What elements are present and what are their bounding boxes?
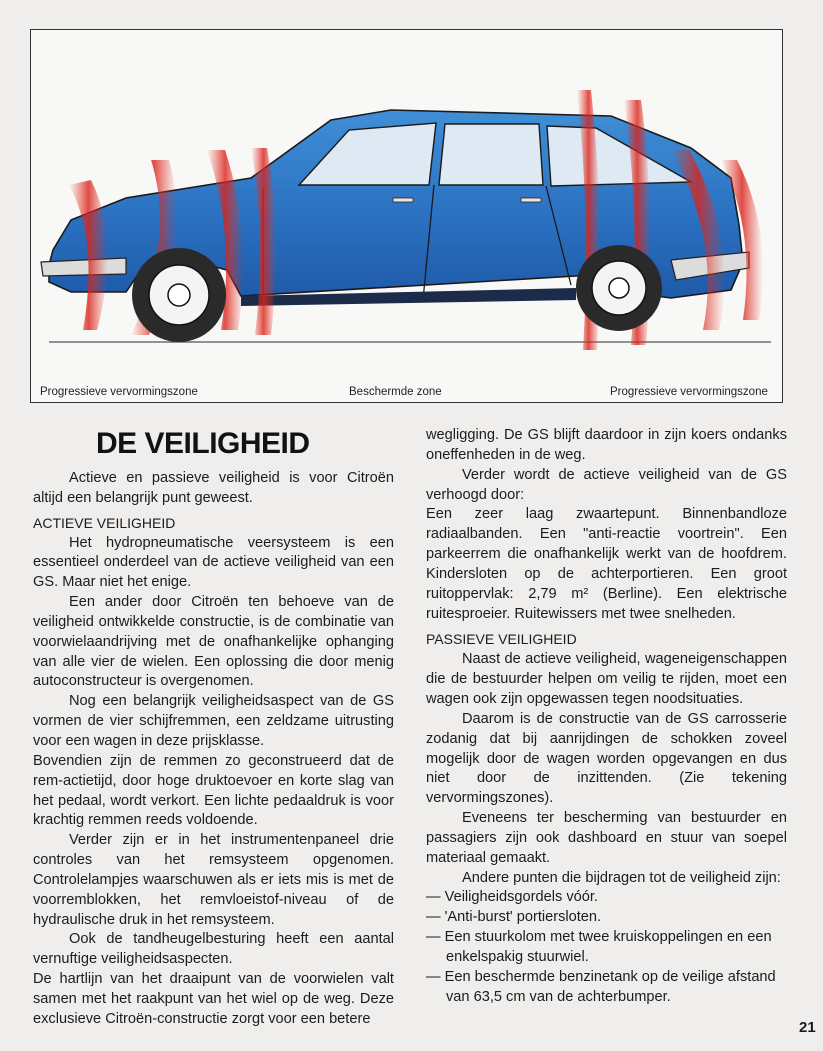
caption-rear-zone: Progressieve vervormingszone xyxy=(610,386,768,398)
paragraph: Andere punten die bijdragen tot de veiligheid zijn: xyxy=(462,869,781,886)
list-item: — Een beschermde benzinetank op de veilige afstand van 63,5 cm van de achterbumper. xyxy=(426,968,776,1005)
paragraph: Bovendien zijn de remmen zo geconstrueerd dat de rem-actietijd, door hoge druktoevoer en korte slag van het pedaal, wordt verkort. Een lichte pedaaldruk is voor krachtig remmen reeds voldoende. xyxy=(33,752,394,829)
left-column xyxy=(33,469,394,1030)
section-title-passive: PASSIEVE VEILIGHEID xyxy=(426,631,577,648)
caption-front-zone: Progressieve vervormingszone xyxy=(40,386,198,398)
caption-protected-zone: Beschermde zone xyxy=(349,386,442,398)
front-wheel xyxy=(132,248,226,342)
section-title-active: ACTIEVE VEILIGHEID xyxy=(33,514,176,531)
paragraph: Een zeer laag zwaartepunt. Binnenbandloze radiaalbanden. Een "anti-reactie voortrein". Een parkeerrem die onafhankelijk werkt van de hoofdrem. Kindersloten op de achterportieren. Een groot ruitoppervlak: 2,79 m² (Berline). Een elektrische ruitesproeier. Ruitewissers met twee snelheden. xyxy=(426,506,787,622)
paragraph: Daarom is de constructie van de GS carrosserie zodanig dat bij aanrijdingen de schokken zoveel mogelijk door de wagen worden opgevangen en dus niet door de inzittenden. (Zie tekening vervormingszones). xyxy=(426,710,787,807)
list-item: — 'Anti-burst' portiersloten. xyxy=(426,909,602,926)
paragraph: Eveneens ter bescherming van bestuurder en passagiers zijn ook dashboard en stuur van soepel materiaal gemaakt. xyxy=(426,810,787,866)
car-deformation-zones-drawing xyxy=(31,30,784,404)
list-item: — Veiligheidsgordels vóór. xyxy=(426,889,598,906)
paragraph: Een ander door Citroën ten behoeve van de veiligheid ontwikkelde constructie, is de combinatie van voorwielaandrijving met de onafhankelijke ophanging van alle vier de wielen. Een oplossing die door menig autoconstructeur is overgenomen. xyxy=(33,594,394,690)
rear-wheel xyxy=(576,245,662,331)
paragraph: De hartlijn van het draaipunt van de voorwielen valt samen met het raakpunt van het wiel op de weg. Deze exclusieve Citroën-constructie zorgt voor een betere xyxy=(33,971,394,1027)
paragraph: Verder wordt de actieve veiligheid van de GS verhoogd door: xyxy=(426,466,787,503)
paragraph: wegligging. De GS blijft daardoor in zijn koers ondanks oneffenheden in de weg. xyxy=(426,427,787,463)
paragraph: Naast de actieve veiligheid, wageneigenschappen die de bestuurder helpen om veilig te rijden, moet een wagen ook zijn opgewassen tegen noodsituaties. xyxy=(426,651,787,707)
car-window-middle xyxy=(439,124,543,185)
page-number: 21 xyxy=(799,1019,816,1036)
safety-illustration xyxy=(30,29,783,403)
paragraph: Verder zijn er in het instrumentenpaneel drie controles van het remsysteem opgenomen. Controlelampjes waarschuwen als er iets mis is met de voorremblokken, het remvloeistof-niveau of de hydraulische druk in het remsysteem. xyxy=(33,832,394,928)
right-column xyxy=(426,426,787,1007)
intro-paragraph: Actieve en passieve veiligheid is voor Citroën altijd een belangrijk punt geweest. xyxy=(33,470,394,506)
safety-list xyxy=(426,888,787,1007)
paragraph: Het hydropneumatische veersysteem is een essentieel onderdeel van de actieve veiligheid van een GS. Maar niet het enige. xyxy=(33,534,394,591)
page-title: DE VEILIGHEID xyxy=(96,427,310,460)
paragraph: Ook de tandheugelbesturing heeft een aantal vernuftige veiligheidsaspecten. xyxy=(33,931,394,968)
list-item: — Een stuurkolom met twee kruiskoppelingen en een enkelspakig stuurwiel. xyxy=(426,929,772,965)
paragraph: Nog een belangrijk veiligheidsaspect van de GS vormen de vier schijfremmen, een zeldzame uitrusting voor een wagen in deze prijsklasse. xyxy=(33,693,394,749)
